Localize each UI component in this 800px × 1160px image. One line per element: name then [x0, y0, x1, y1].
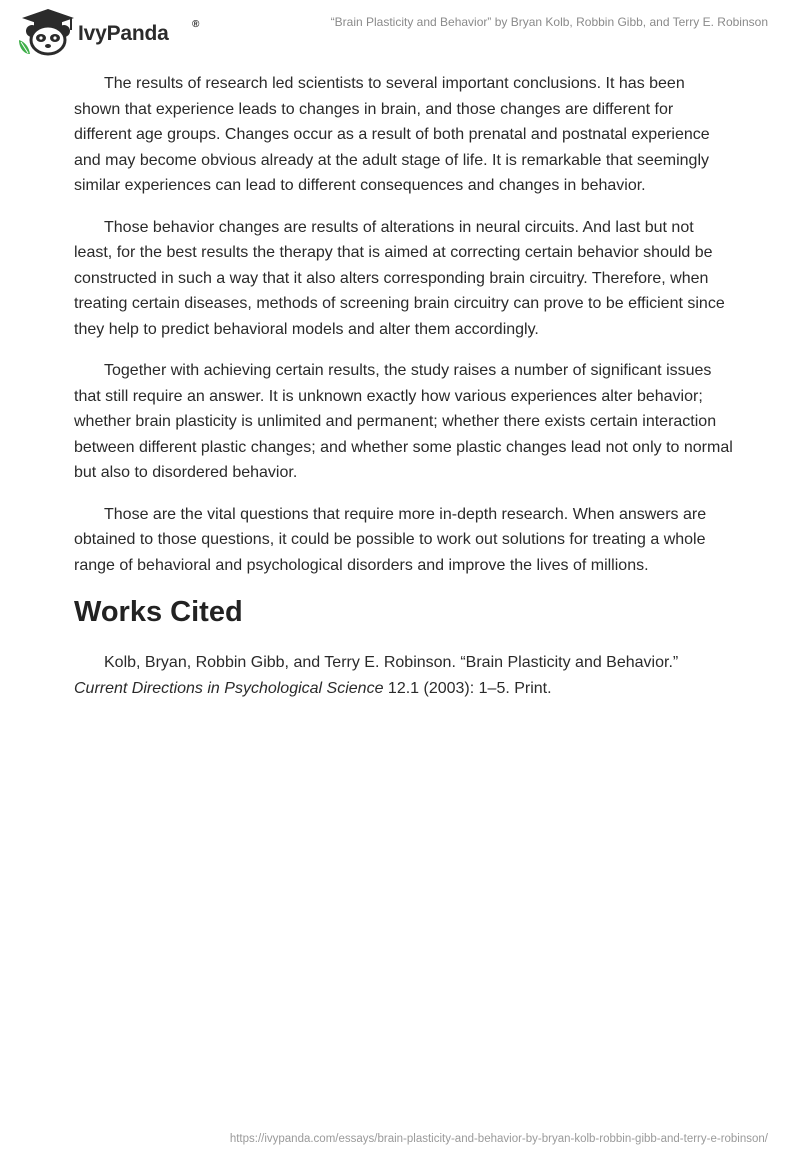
logo-wordmark: IvyPanda: [78, 22, 169, 45]
running-title: “Brain Plasticity and Behavior” by Bryan Kolb, Robbin Gibb, and Terry E. Robinson: [330, 15, 768, 29]
panda-graduate-icon: [16, 8, 80, 56]
registered-mark: ®: [192, 19, 200, 30]
citation-entry: [74, 650, 734, 701]
ivypanda-logo[interactable]: [16, 8, 200, 56]
body-paragraph: Those behavior changes are results of alterations in neural circuits. And last but not least, for the best results the therapy that is aimed at correcting certain behavior should be constructed in such a way that it also alters corresponding brain circuitry. Therefore, when treating certain diseases, methods of screening brain circuitry can prove to be efficient since they help to predict behavioral models and alter them accordingly.: [74, 218, 725, 338]
citation-details: 12.1 (2003): 1–5. Print.: [383, 679, 552, 697]
source-url-link[interactable]: https://ivypanda.com/essays/brain-plasticity-and-behavior-by-bryan-kolb-robbin-gibb-and-terry-e-robinson/: [229, 1133, 768, 1145]
page-header: [0, 0, 800, 60]
citation-journal: Current Directions in Psychological Science: [74, 679, 384, 697]
body-paragraph: Together with achieving certain results, the study raises a number of significant issues that still require an answer. It is unknown exactly how various experiences alter behavior; whether brain plasticity is unlimited and permanent; whether there exists certain interaction between different plastic changes; and whether some plastic changes lead not only to normal but also to disordered behavior.: [74, 362, 733, 481]
body-paragraph: Those are the vital questions that require more in-depth research. When answers are obtained to those questions, it could be possible to work out solutions for treating a whole range of behavioral and psychological disorders and improve the lives of millions.: [74, 505, 707, 574]
essay-content: [74, 71, 734, 701]
body-paragraph: The results of research led scientists to several important conclusions. It has been shown that experience leads to changes in brain, and those changes are different for different age groups. Changes occur as a result of both prenatal and postnatal experience and may become obvious already at the adult stage of life. It is remarkable that seemingly similar experiences can lead to different consequences and changes in behavior.: [74, 75, 710, 194]
citation-authors: Kolb, Bryan, Robbin Gibb, and Terry E. Robinson. “Brain Plasticity and Behavior.”: [104, 654, 679, 671]
works-cited-heading: Works Cited: [74, 596, 243, 628]
